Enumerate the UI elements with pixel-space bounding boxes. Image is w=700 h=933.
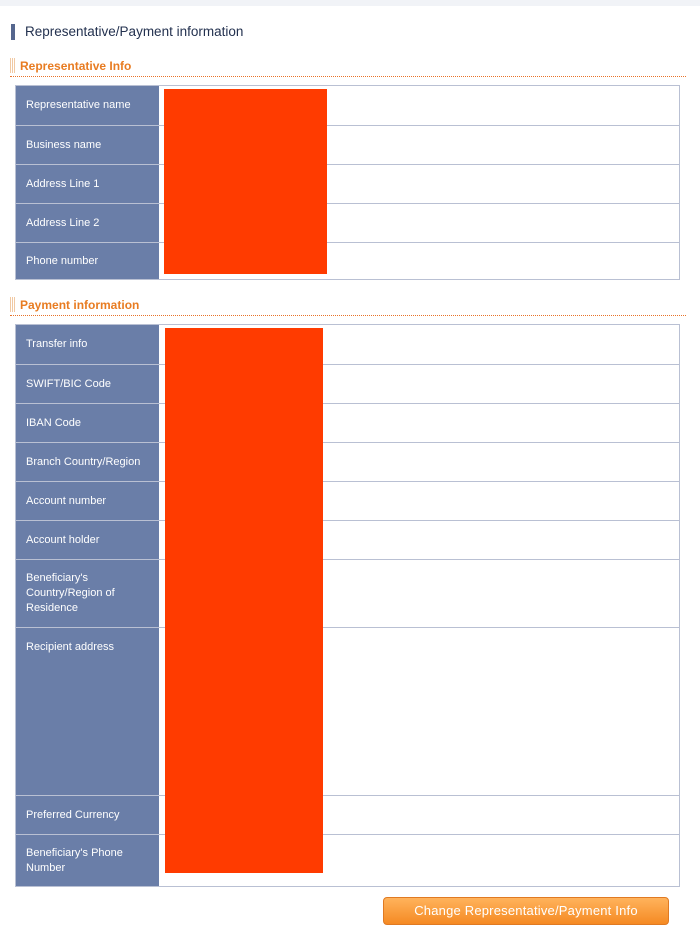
section-title-payment: Payment information [20, 298, 140, 312]
table-row [16, 481, 679, 520]
label-address-line-1: Address Line 1 [16, 165, 159, 203]
label-account-holder: Account holder [16, 521, 159, 559]
page-title: Representative/Payment information [11, 24, 243, 40]
payment-info-table [15, 324, 680, 887]
label-transfer-info: Transfer info [16, 325, 159, 364]
label-recipient-address: Recipient address [16, 628, 159, 795]
label-phone-number: Phone number [16, 243, 159, 279]
table-row [16, 627, 679, 795]
table-row [16, 520, 679, 559]
redaction-block-representative [164, 89, 327, 274]
table-row [16, 364, 679, 403]
redaction-block-payment [165, 328, 323, 873]
label-account-number: Account number [16, 482, 159, 520]
table-row [16, 442, 679, 481]
label-business-name: Business name [16, 126, 159, 164]
representative-info-table [15, 85, 680, 280]
table-row [16, 403, 679, 442]
table-row [16, 559, 679, 627]
label-branch-country-region: Branch Country/Region [16, 443, 159, 481]
section-marker [10, 297, 15, 312]
label-beneficiary-country-region: Beneficiary's Country/Region of Residence [16, 560, 159, 627]
table-row [16, 834, 679, 886]
label-iban-code: IBAN Code [16, 404, 159, 442]
section-title-representative: Representative Info [20, 59, 132, 73]
label-swift-bic-code: SWIFT/BIC Code [16, 365, 159, 403]
section-marker [10, 58, 15, 73]
table-row [16, 203, 679, 242]
label-representative-name: Representative name [16, 86, 159, 125]
change-representative-payment-info-button[interactable]: Change Representative/Payment Info [383, 897, 669, 925]
table-row [16, 795, 679, 834]
table-row [16, 164, 679, 203]
table-row [16, 325, 679, 364]
top-strip [0, 0, 700, 6]
table-row [16, 242, 679, 279]
table-row [16, 125, 679, 164]
table-row [16, 86, 679, 125]
section-header-payment [10, 297, 686, 316]
label-preferred-currency: Preferred Currency [16, 796, 159, 834]
label-address-line-2: Address Line 2 [16, 204, 159, 242]
section-header-representative [10, 58, 686, 77]
label-beneficiary-phone-number: Beneficiary's Phone Number [16, 835, 159, 886]
